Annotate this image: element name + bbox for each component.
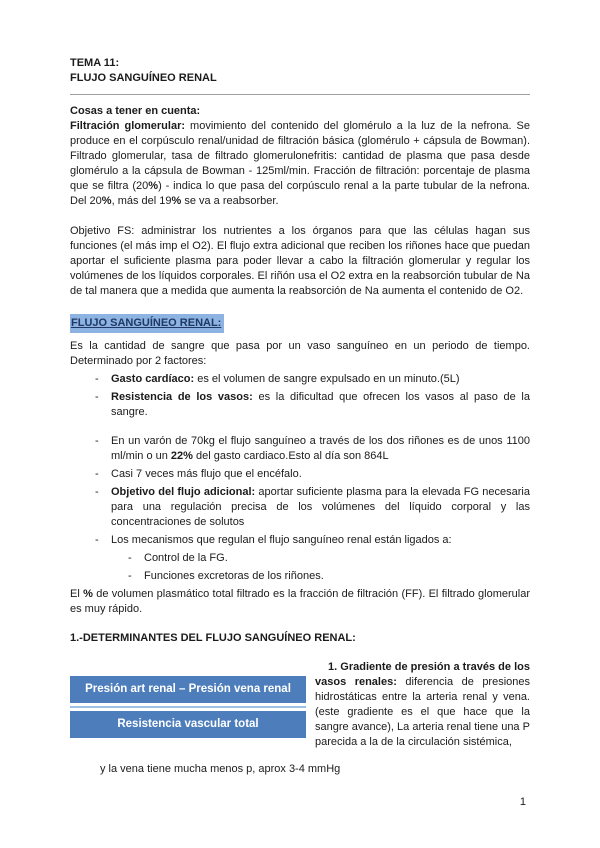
facts-list (70, 434, 530, 584)
sublist-item-funciones-excretoras (128, 569, 530, 584)
formula-box (70, 676, 306, 738)
list-item-gasto-cardiaco (95, 372, 530, 387)
bullet-dash: - (95, 486, 99, 498)
formula-numerator: Presión art renal – Presión vena renal (70, 676, 306, 703)
section-heading-row (70, 314, 530, 333)
sublist-item-control-fg (128, 551, 530, 566)
paragraph-objetivo-fs: Objetivo FS: administrar los nutrientes a los órganos para que las células hagan sus funciones (el más imp el O2). El flujo extra adicional que reciben los riñones hace que puedan aportar el suficiente plasma para poder llevar a cabo la filtración glomerular y regular los volúmenes de los líquidos corporales. El riñón usa el O2 extra en la reabsorción tubular de Na de tal manera que a medida que aumenta la reabsorción de Na aumenta el contenido de O2. (70, 225, 530, 297)
paragraph-fraccion-filtracion: El % de volumen plasmático total filtrado es la fracción de filtración (FF). El filtrado glomerular es muy rápido. (70, 588, 530, 615)
notes-heading: Cosas a tener en cuenta: (70, 105, 201, 117)
page-number: 1 (519, 796, 526, 808)
list-item-text: En un varón de 70kg el flujo sanguíneo a través de los dos riñones es de unos 1100 ml/min o un 22% del gasto cardiaco.Esto al día son 864L (111, 435, 530, 462)
bullet-dash: - (128, 552, 132, 564)
list-item-flujo-varon (95, 434, 530, 464)
list-item-mecanismos (95, 533, 530, 548)
bullet-dash: - (95, 391, 99, 403)
mechanisms-sublist (70, 551, 530, 584)
formula-fraction-bar (70, 703, 306, 711)
formula-denominator: Resistencia vascular total (70, 711, 306, 738)
section-heading-determinantes: 1.-DETERMINANTES DEL FLUJO SANGUÍNEO RENAL: (70, 632, 356, 644)
list-item-resistencia-vasos (95, 390, 530, 420)
factors-list (70, 372, 530, 420)
sublist-item-text: Funciones excretoras de los riñones. (144, 570, 324, 582)
bullet-dash: - (128, 570, 132, 582)
formula-fraction-bar-line (70, 706, 306, 708)
bullet-dash: - (95, 534, 99, 546)
section-heading-flujo-sanguineo: FLUJO SANGUÍNEO RENAL: (70, 314, 224, 333)
gradient-continuation-text: y la vena tiene mucha menos p, aprox 3-4 mmHg (100, 763, 341, 775)
bullet-dash: - (95, 373, 99, 385)
doc-title-line2: FLUJO SANGUÍNEO RENAL (70, 72, 217, 84)
doc-title-line1: TEMA 11: (70, 57, 120, 69)
list-item-text: Objetivo del flujo adicional: aportar suficiente plasma para la elevada FG necesaria para una regulación precisa de los volúmenes del líquido corporal y las concentraciones de solutos (111, 486, 530, 528)
bullet-dash: - (95, 468, 99, 480)
paragraph-definicion: Es la cantidad de sangre que pasa por un vaso sanguíneo en un periodo de tiempo. Determinado por 2 factores: (70, 340, 530, 367)
sublist-item-text: Control de la FG. (144, 552, 228, 564)
title-divider-rule (70, 94, 530, 95)
list-item-text: Resistencia de los vasos: es la dificultad que ofrecen los vasos al paso de la sangre. (111, 391, 530, 418)
list-item-objetivo-flujo (95, 485, 530, 530)
list-item-text: Casi 7 veces más flujo que el encéfalo. (111, 468, 302, 480)
list-item-text: Los mecanismos que regulan el flujo sanguíneo renal están ligados a: (111, 534, 452, 546)
gradient-item-text: 1. Gradiente de presión a través de los vasos renales: diferencia de presiones hidrostáticas entre la arteria renal y vena. (este gradiente es el que hace que la sangre avance), La arteria renal tiene una P parecida a la de la circulación sistémica, (315, 661, 531, 748)
bullet-dash: - (95, 435, 99, 447)
paragraph-filtracion-glomerular: Filtración glomerular: movimiento del contenido del glomérulo a la luz de la nefrona. Se produce en el corpúsculo renal/unidad de filtración básica (glomérulo + cápsula de Bowman). Filtrado glomerular, tasa de filtrado glomerulonefritis: cantidad de plasma que pasa desde glomérulo a la cápsula de Bowman - 125ml/min. Fracción de filtración: porcentaje de plasma que se filtra (20%) - indica lo que pasa del corpúsculo renal a la parte tubular de la nefrona. Del 20%, más del 19% se va a reabsorber. (70, 120, 531, 207)
list-item-encefalo (95, 467, 530, 482)
list-item-text: Gasto cardíaco: es el volumen de sangre expulsado en un minuto.(5L) (111, 373, 460, 385)
determinants-section (70, 660, 530, 750)
